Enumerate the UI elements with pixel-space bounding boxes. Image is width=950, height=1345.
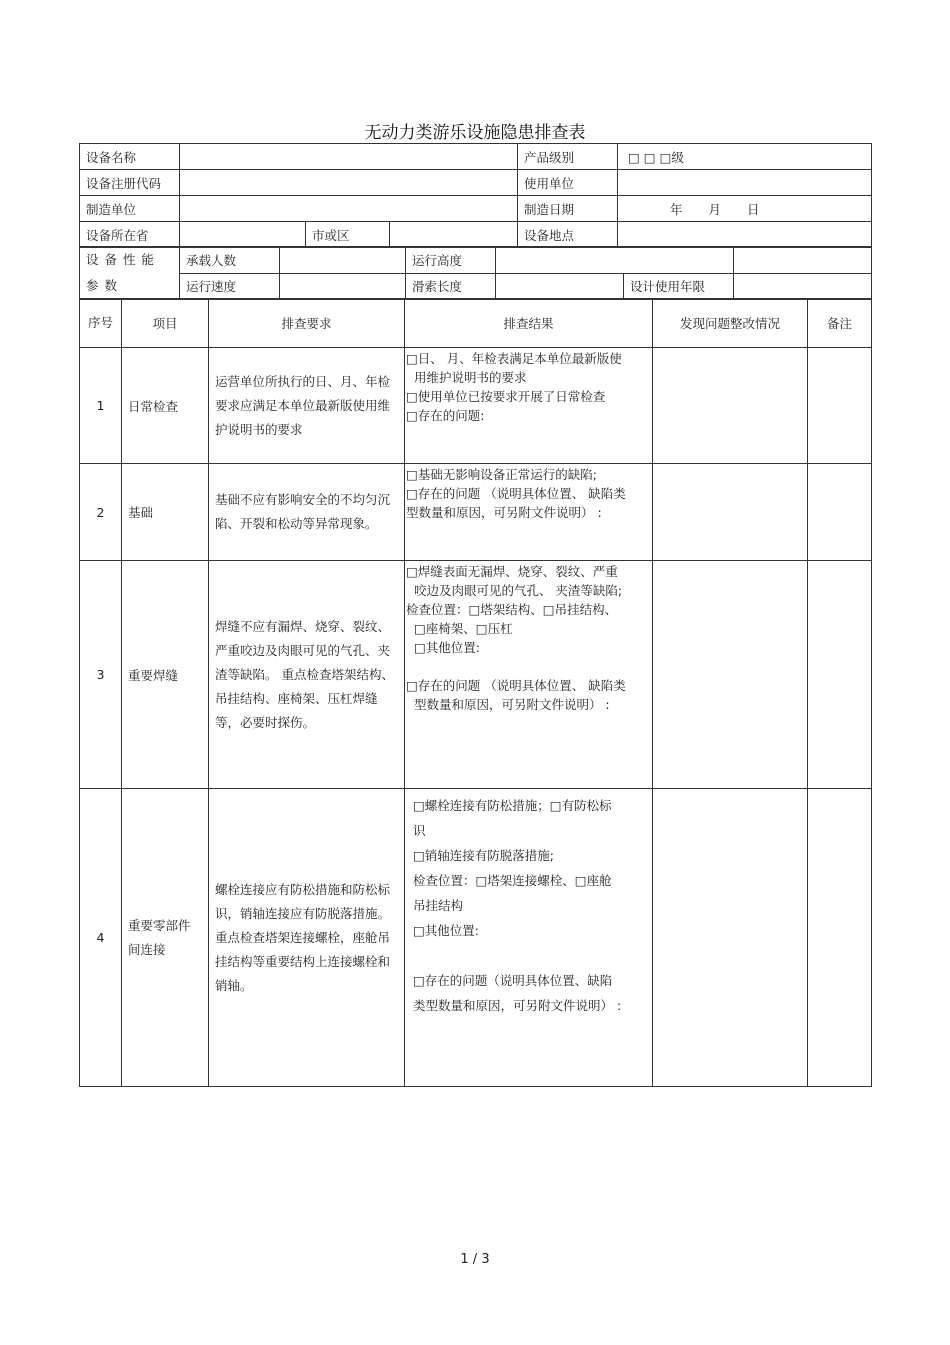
form-title: 无动力类游乐设施隐患排查表 [364, 123, 586, 143]
label-height: 运行高度 [406, 247, 496, 274]
result-line: □存在的问题（说明具体位置、缺陷 [413, 973, 613, 988]
row-requirement: 基础不应有影响安全的不均匀沉陷、开裂和松动等异常现象。 [209, 464, 405, 561]
label-city: 市或区 [306, 222, 390, 248]
value-manufacturer [180, 196, 518, 222]
value-extra [734, 247, 872, 274]
row-requirement: 焊缝不应有漏焊、烧穿、裂纹、严重咬边及肉眼可见的气孔、夹渣等缺陷。 重点检查塔架结构、吊挂结构、座椅架、压杠焊缝等，必要时探伤。 [209, 561, 405, 789]
row-seq: 2 [80, 464, 122, 561]
row-result [405, 789, 653, 1087]
label-cable-length: 滑索长度 [406, 273, 496, 300]
value-reg-code [180, 170, 518, 196]
header-remark: 备注 [808, 299, 872, 348]
row-result [405, 561, 653, 789]
result-line: □螺栓连接有防松措施；□有防松标 [413, 798, 612, 813]
row-remark [808, 464, 872, 561]
label-design-life: 设计使用年限 [624, 273, 734, 300]
row-remark [808, 789, 872, 1087]
row-item: 日常检查 [122, 348, 209, 464]
table-row [80, 348, 872, 464]
result-line: 用维护说明书的要求 [406, 370, 527, 385]
row-rectification [653, 789, 808, 1087]
value-product-level: □ □ □级 [618, 144, 872, 170]
table-row [80, 464, 872, 561]
header-item: 项目 [122, 299, 209, 348]
label-product-level: 产品级别 [518, 144, 618, 170]
value-design-life [734, 273, 872, 300]
result-line: 识 [413, 823, 426, 838]
header-rectification: 发现问题整改情况 [653, 299, 808, 348]
label-user-unit: 使用单位 [518, 170, 618, 196]
label-equipment-name: 设备名称 [80, 144, 180, 170]
label-province: 设备所在省 [80, 222, 180, 248]
label-capacity: 承载人数 [180, 247, 280, 274]
value-city [390, 222, 518, 248]
row-item: 基础 [122, 464, 209, 561]
table-row [80, 561, 872, 789]
label-mfg-date: 制造日期 [518, 196, 618, 222]
label-manufacturer: 制造单位 [80, 196, 180, 222]
table-row [80, 789, 872, 1087]
result-line: □使用单位已按要求开展了日常检查 [406, 389, 606, 404]
result-line: 吊挂结构 [413, 898, 464, 913]
result-line: 类型数量和原因，可另附文件说明） : [413, 998, 622, 1013]
result-line: □存在的问题 （说明具体位置、 缺陷类 [406, 486, 626, 501]
row-remark [808, 348, 872, 464]
row-item: 重要零部件间连接 [122, 789, 209, 1087]
result-line: 检查位置：□塔架结构、□吊挂结构、 [406, 602, 618, 617]
value-cable-length [496, 273, 624, 300]
result-line [413, 943, 652, 968]
row-rectification [653, 464, 808, 561]
value-user-unit [618, 170, 872, 196]
inspection-table [79, 298, 872, 1087]
row-requirement: 螺栓连接应有防松措施和防松标识，销轴连接应有防脱落措施。 重点检查塔架连接螺栓，座舱吊挂结构等重要结构上连接螺栓和销轴。 [209, 789, 405, 1087]
value-location [618, 222, 872, 248]
result-line: □日、 月、年检表满足本单位最新版使 [406, 351, 622, 366]
result-line: 咬边及肉眼可见的气孔、 夹渣等缺陷; [406, 583, 623, 598]
row-seq: 3 [80, 561, 122, 789]
value-mfg-date: 年 月 日 [618, 196, 872, 222]
row-requirement: 运营单位所执行的日、月、年检要求应满足本单位最新版使用维护说明书的要求 [209, 348, 405, 464]
row-seq: 1 [80, 348, 122, 464]
result-line: □其他位置: [406, 640, 480, 655]
result-line: □存在的问题: [406, 408, 485, 423]
row-seq: 4 [80, 789, 122, 1087]
result-line: □销轴连接有防脱落措施; [413, 848, 555, 863]
result-line: 型数量和原因，可另附文件说明） : [406, 505, 602, 520]
value-height [496, 247, 734, 274]
result-line: □存在的问题 （说明具体位置、 缺陷类 [406, 678, 626, 693]
performance-params-table [79, 246, 872, 300]
header-seq: 序号 [80, 299, 122, 348]
page-number: 1 / 3 [460, 1252, 490, 1267]
label-location: 设备地点 [518, 222, 618, 248]
value-province [180, 222, 306, 248]
row-rectification [653, 561, 808, 789]
row-result [405, 464, 653, 561]
row-rectification [653, 348, 808, 464]
header-result: 排查结果 [405, 299, 653, 348]
result-line: 检查位置：□塔架连接螺栓、□座舱 [413, 873, 612, 888]
result-line: □基础无影响设备正常运行的缺陷; [406, 467, 598, 482]
result-line [406, 657, 652, 676]
label-performance-params: 设 备 性 能 参 数 [80, 247, 180, 300]
header-requirement: 排查要求 [209, 299, 405, 348]
result-line: □焊缝表面无漏焊、烧穿、裂纹、严重 [406, 564, 618, 579]
row-remark [808, 561, 872, 789]
row-result [405, 348, 653, 464]
value-capacity [280, 247, 406, 274]
result-line: □其他位置: [413, 923, 480, 938]
label-reg-code: 设备注册代码 [80, 170, 180, 196]
value-equipment-name [180, 144, 518, 170]
value-speed [280, 273, 406, 300]
label-speed: 运行速度 [180, 273, 280, 300]
result-line: □座椅架、□压杠 [406, 621, 513, 636]
row-item: 重要焊缝 [122, 561, 209, 789]
result-line: 型数量和原因，可另附文件说明） : [406, 697, 610, 712]
equipment-info-table [79, 143, 872, 248]
